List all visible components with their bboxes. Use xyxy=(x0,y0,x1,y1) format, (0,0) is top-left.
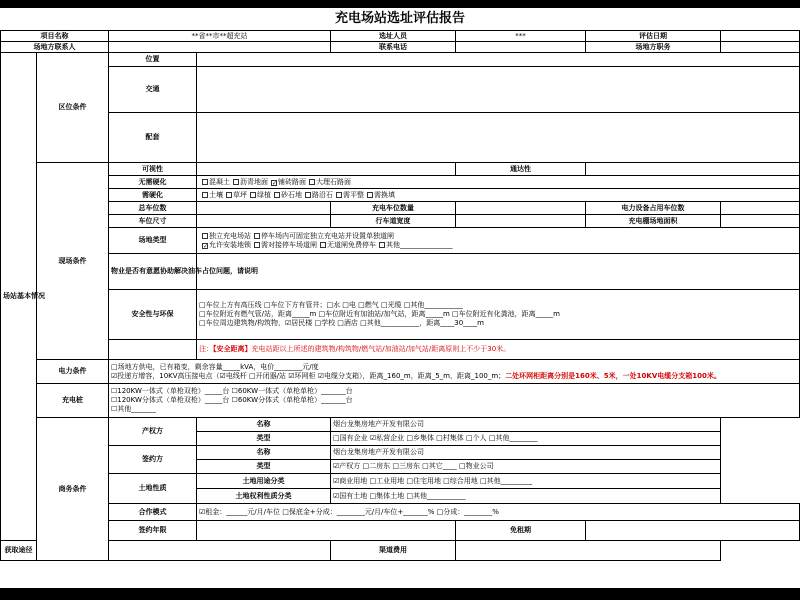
report-table xyxy=(0,30,800,561)
signer-name-value[interactable]: 烟台龙集房地产开发有限公司 xyxy=(331,446,721,460)
site-type-option-label: 需对接停车场道闸 xyxy=(261,240,317,249)
site-type-option-label: 其他_______________ xyxy=(386,240,453,249)
safety-note-bracket: 【安全距离】 xyxy=(213,345,252,353)
phone-label: 联系电话 xyxy=(331,42,456,53)
safety-note-text: 充电站距以上所述的建筑物/构筑物/燃气站/加油站/加气站/距离原则上不少于30米。 xyxy=(251,345,511,353)
land-use-options[interactable]: ☑商业用地 □工业用地 □住宅用地 □综合用地 □其他_________ xyxy=(331,474,721,489)
charger-line-1[interactable]: ☐120KW一体式（单枪双枪）_____台 ☐60KW一体式（单枪单枪）_______台 xyxy=(111,387,353,395)
site-type-option-label: 无道闸免费停车 xyxy=(327,240,376,249)
lounge-area-label: 充电棚场地面积 xyxy=(586,215,721,228)
power-options xyxy=(109,360,800,384)
hardening-checkbox[interactable] xyxy=(271,180,277,186)
land-right-options[interactable]: ☑国有土地 □集体土地 □其他___________ xyxy=(331,489,721,504)
need-hardening-checkbox[interactable] xyxy=(202,192,208,198)
rent-free-label: 免租期 xyxy=(456,521,586,541)
traffic-value[interactable] xyxy=(197,67,800,113)
owner-type-label: 类型 xyxy=(197,432,331,446)
spot-size-value[interactable] xyxy=(197,215,331,228)
site-type-option-label: 允许安装地锁 xyxy=(209,240,251,249)
charger-line-2[interactable]: ☐120KW分体式（单枪双枪）_____台 ☐60KW分体式（单枪单枪）_______台 xyxy=(111,396,353,404)
report-title: 充电场站选址评估报告 xyxy=(334,11,465,26)
term-label: 签约年限 xyxy=(109,521,197,541)
location-section: 区位条件 xyxy=(37,53,109,163)
position-value[interactable] xyxy=(721,42,800,53)
site-type-checkbox[interactable] xyxy=(320,242,326,248)
charging-spots-label: 充电车位数量 xyxy=(331,202,456,215)
eval-date-label: 评估日期 xyxy=(586,31,721,42)
contact-label: 场地方联系人 xyxy=(1,42,109,53)
supporting-item: 配套 xyxy=(109,113,197,163)
location-value[interactable] xyxy=(197,53,800,67)
supporting-value[interactable] xyxy=(197,113,800,163)
property-help-label: 物业是否有意愿协助解决油车占位问题，请说明 xyxy=(109,254,197,290)
charger-options xyxy=(109,384,800,418)
charger-section: 充电桩 xyxy=(37,384,109,418)
surveyor-label: 选址人员 xyxy=(331,31,456,42)
hardening-option-label: 混凝土 xyxy=(209,177,230,186)
spot-size-label: 车位尺寸 xyxy=(109,215,197,228)
need-hardening-option-label: 草坪 xyxy=(233,190,247,199)
charging-spots-value[interactable] xyxy=(456,202,586,215)
land-use-label: 土地用途分类 xyxy=(197,474,331,489)
safety-label: 安全性与环保 xyxy=(109,290,197,340)
signer-label: 签约方 xyxy=(109,446,197,474)
site-type-checkbox[interactable] xyxy=(379,242,385,248)
site-type-checkbox[interactable] xyxy=(254,242,260,248)
power-line-2-note: 二处环网柜距离分别是160米、5米，一处10KV电缆分支箱100米。 xyxy=(505,371,721,380)
site-type-checkbox[interactable] xyxy=(202,233,208,239)
need-hardening-checkbox[interactable] xyxy=(226,192,232,198)
report-sheet xyxy=(0,8,800,588)
need-hardening-label: 需硬化 xyxy=(109,189,197,202)
location-item: 位置 xyxy=(109,53,197,67)
power-section: 电力条件 xyxy=(37,360,109,384)
position-label: 场地方职务 xyxy=(586,42,721,53)
acquire-value[interactable] xyxy=(109,541,331,561)
site-type-checkbox[interactable] xyxy=(254,233,260,239)
project-name-label: 项目名称 xyxy=(1,31,109,42)
power-line-2[interactable] xyxy=(111,372,797,381)
side-label: 场站基本情况 xyxy=(1,53,37,541)
visibility-value[interactable] xyxy=(197,163,456,176)
need-hardening-options xyxy=(197,189,800,202)
need-hardening-checkbox[interactable] xyxy=(336,192,342,198)
total-spots-label: 总车位数 xyxy=(109,202,197,215)
eval-date-value[interactable] xyxy=(721,31,800,42)
site-section: 现场条件 xyxy=(37,163,109,360)
owner-name-label: 名称 xyxy=(197,418,331,432)
site-type-options xyxy=(197,228,800,254)
charger-line-3[interactable]: ☐其他_______ xyxy=(111,405,156,413)
hardening-checkbox[interactable] xyxy=(309,179,315,185)
safety-line-3[interactable]: □车位周边建筑物/构筑物，☑居民楼 □学校 □酒店 □其他___________，距离____30____m xyxy=(199,319,484,327)
safety-line-2[interactable]: □车位附近有燃气管/站，距离_____m □车位附近有加油站/加气站，距离_____m □车位附近有化粪池，距离_____m xyxy=(199,310,560,318)
need-hardening-option-label: 绿植 xyxy=(257,190,271,199)
need-hardening-checkbox[interactable] xyxy=(250,192,256,198)
hardening-checkbox[interactable] xyxy=(202,179,208,185)
safety-note-prefix: 注： xyxy=(199,345,213,353)
signer-type-options[interactable]: ☑产权方 □二房东 □三房东 □其它____ □物业公司 xyxy=(331,460,721,474)
safety-note-spacer xyxy=(109,340,197,360)
hardening-option-label: 大理石路面 xyxy=(316,177,351,186)
traffic-item: 交通 xyxy=(109,67,197,113)
land-label: 土地性质 xyxy=(109,474,197,504)
site-type-label: 场地类型 xyxy=(109,228,197,254)
phone-value[interactable] xyxy=(456,42,586,53)
need-hardening-checkbox[interactable] xyxy=(305,192,311,198)
lounge-area-value[interactable] xyxy=(721,215,800,228)
lane-width-label: 行车道宽度 xyxy=(331,215,456,228)
coop-options[interactable]: ☑租金：______元/月/车位 □保底金+分成：________元/月/车位+_______% □分成：________% xyxy=(197,504,800,521)
visibility-label: 可视性 xyxy=(109,163,197,176)
owner-label: 产权方 xyxy=(109,418,197,446)
site-type-checkbox[interactable] xyxy=(202,243,208,249)
reachability-label: 通达性 xyxy=(456,163,586,176)
safety-options xyxy=(197,290,800,340)
safety-note xyxy=(197,340,800,360)
equip-spots-label: 电力设备占用车位数 xyxy=(586,202,721,215)
rent-free-value[interactable] xyxy=(586,521,800,541)
project-name-value[interactable]: **省**市**超充站 xyxy=(109,31,331,42)
hardening-option-label: 沥青地面 xyxy=(240,177,268,186)
hardening-checkbox[interactable] xyxy=(233,179,239,185)
acquire-label: 获取途径 xyxy=(1,541,37,561)
safety-line-1[interactable]: □车位上方有高压线 □车位下方有管井；□水 □电 □燃气 □光缆 □其他___________ xyxy=(199,301,463,309)
surveyor-value[interactable]: *** xyxy=(456,31,586,42)
contact-value[interactable] xyxy=(109,42,331,53)
hardening-label: 无需硬化 xyxy=(109,176,197,189)
hardening-option-label: 铺砖路面 xyxy=(278,177,306,186)
term-value[interactable] xyxy=(197,521,456,541)
need-hardening-checkbox[interactable] xyxy=(367,192,373,198)
land-right-label: 土地权利性质分类 xyxy=(197,489,331,504)
lane-width-value[interactable] xyxy=(456,215,586,228)
hardening-options xyxy=(197,176,800,189)
need-hardening-option-label: 路沿石 xyxy=(312,190,333,199)
channel-fee-label: 渠道费用 xyxy=(331,541,456,561)
site-type-option-label: 独立充电场站 xyxy=(209,231,251,240)
site-type-option-label: 停车场内可固定独立充电站并设置单独道闸 xyxy=(261,231,394,240)
business-section: 商务条件 xyxy=(37,418,109,561)
reachability-value[interactable] xyxy=(586,163,800,176)
channel-fee-value[interactable] xyxy=(456,541,721,561)
need-hardening-option-label: 需换填 xyxy=(374,190,395,199)
power-line-1[interactable]: □场地方供电，已有箱变，剩余容量_____kVA，电价________元/度 xyxy=(111,362,319,371)
power-line-2-text: ☑投递方增容，10KV高压接电点（☑电线杆 □开闭器/站 ☑环网柜 ☑电缆分支箱），距离_160_m，距离_5_m，距离_100_m； xyxy=(111,371,506,380)
signer-type-label: 类型 xyxy=(197,460,331,474)
coop-label: 合作模式 xyxy=(109,504,197,521)
property-help-value[interactable] xyxy=(197,254,800,290)
site-type-line-1 xyxy=(199,232,797,241)
owner-name-value[interactable]: 烟台龙集房地产开发有限公司 xyxy=(331,418,721,432)
need-hardening-option-label: 砂石地 xyxy=(281,190,302,199)
site-type-line-2 xyxy=(199,241,797,250)
signer-name-label: 名称 xyxy=(197,446,331,460)
equip-spots-value[interactable] xyxy=(721,202,800,215)
total-spots-value[interactable] xyxy=(197,202,331,215)
need-hardening-option-label: 需平整 xyxy=(343,190,364,199)
need-hardening-option-label: 土壤 xyxy=(209,190,223,199)
need-hardening-checkbox[interactable] xyxy=(274,192,280,198)
owner-type-options[interactable]: □国有企业 ☑私营企业 □乡集体 □村集体 □个人 □其他________ xyxy=(331,432,721,446)
